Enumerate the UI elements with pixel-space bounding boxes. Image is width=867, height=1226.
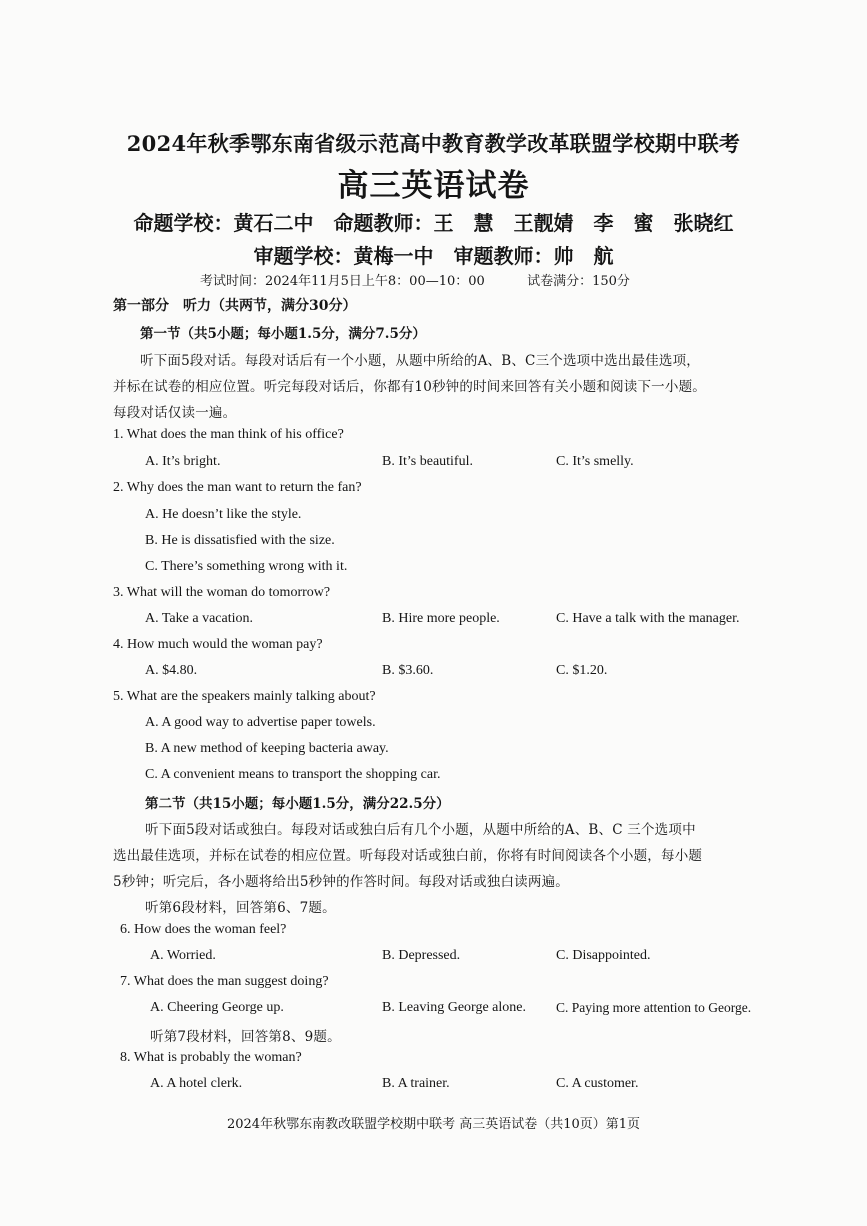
question-stem: 6. How does the woman feel? — [120, 922, 287, 937]
question-stem: 7. What does the man suggest doing? — [120, 974, 329, 989]
option-a: A. He doesn’t like the style. — [145, 507, 302, 522]
option-b: B. $3.60. — [382, 663, 434, 678]
option-a: A. A good way to advertise paper towels. — [145, 715, 376, 730]
section1-instruction-line: 每段对话仅读一遍。 — [113, 405, 237, 421]
option-c: C. $1.20. — [556, 663, 608, 678]
section2-instruction-line: 5秒钟；听完后，各小题将给出5秒钟的作答时间。每段对话或独白读两遍。 — [113, 874, 569, 890]
question-stem: 5. What are the speakers mainly talking about? — [113, 689, 376, 704]
section2-instruction-line: 听下面5段对话或独白。每段对话或独白后有几个小题，从题中所给的A、B、C 三个选项中 — [145, 822, 696, 838]
option-b: B. He is dissatisfied with the size. — [145, 533, 335, 548]
option-c: C. There’s something wrong with it. — [145, 559, 348, 574]
section1-instruction-line: 并标在试卷的相应位置。听完每段对话后，你都有10秒钟的时间来回答有关小题和阅读下一小题。 — [113, 379, 706, 395]
option-b: B. Leaving George alone. — [382, 1000, 526, 1015]
material-prompt: 听第7段材料，回答第8、9题。 — [150, 1029, 341, 1045]
material-prompt: 听第6段材料，回答第6、7题。 — [145, 900, 336, 916]
option-c: C. A customer. — [556, 1076, 639, 1091]
part1-title: 第一部分 听力（共两节，满分30分） — [113, 298, 357, 314]
exam-info — [200, 270, 630, 289]
option-b: B. Hire more people. — [382, 611, 500, 626]
reviewers-line: 审题学校：黄梅一中 审题教师：帅 航 — [253, 244, 614, 268]
question-stem: 4. How much would the woman pay? — [113, 637, 323, 652]
question-stem: 3. What will the woman do tomorrow? — [113, 585, 331, 600]
page-footer: 2024年秋鄂东南教改联盟学校期中联考 高三英语试卷（共10页）第1页 — [226, 1117, 641, 1132]
option-b: B. A trainer. — [382, 1076, 450, 1091]
setters-line: 命题学校：黄石二中 命题教师：王 慧 王靓婧 李 蜜 张晓红 — [133, 211, 734, 235]
option-b: B. Depressed. — [382, 948, 461, 963]
exam-time: 考试时间：2024年11月5日上午8：00—10：00 — [200, 274, 485, 289]
question-stem: 2. Why does the man want to return the fan? — [113, 480, 362, 495]
option-a: A. A hotel clerk. — [150, 1076, 243, 1091]
question-stem: 8. What is probably the woman? — [120, 1050, 302, 1065]
section1-title: 第一节（共5小题；每小题1.5分，满分7.5分） — [140, 326, 426, 342]
full-score: 试卷满分：150分 — [527, 274, 630, 289]
option-c: C. It’s smelly. — [556, 454, 634, 469]
subject-title: 高三英语试卷 — [337, 168, 530, 204]
option-a: A. Worried. — [150, 948, 216, 963]
exam-title: 2024年秋季鄂东南省级示范高中教育教学改革联盟学校期中联考 — [126, 131, 741, 156]
option-c: C. A convenient means to transport the shopping car. — [145, 767, 441, 782]
section2-title: 第二节（共15小题；每小题1.5分，满分22.5分） — [145, 796, 450, 812]
section1-instruction-line: 听下面5段对话。每段对话后有一个小题，从题中所给的A、B、C三个选项中选出最佳选项， — [140, 353, 700, 369]
option-c: C. Paying more attention to George. — [556, 1000, 752, 1015]
option-b: B. A new method of keeping bacteria away. — [145, 741, 389, 756]
option-a: A. It’s bright. — [145, 454, 221, 469]
section2-instruction-line: 选出最佳选项，并标在试卷的相应位置。听每段对话或独白前，你将有时间阅读各个小题，每小题 — [113, 848, 703, 864]
option-b: B. It’s beautiful. — [382, 454, 473, 469]
question-stem: 1. What does the man think of his office? — [113, 427, 344, 442]
option-c: C. Have a talk with the manager. — [556, 611, 740, 626]
option-a: A. Cheering George up. — [150, 1000, 284, 1015]
option-a: A. Take a vacation. — [145, 611, 253, 626]
option-c: C. Disappointed. — [556, 948, 651, 963]
option-a: A. $4.80. — [145, 663, 198, 678]
